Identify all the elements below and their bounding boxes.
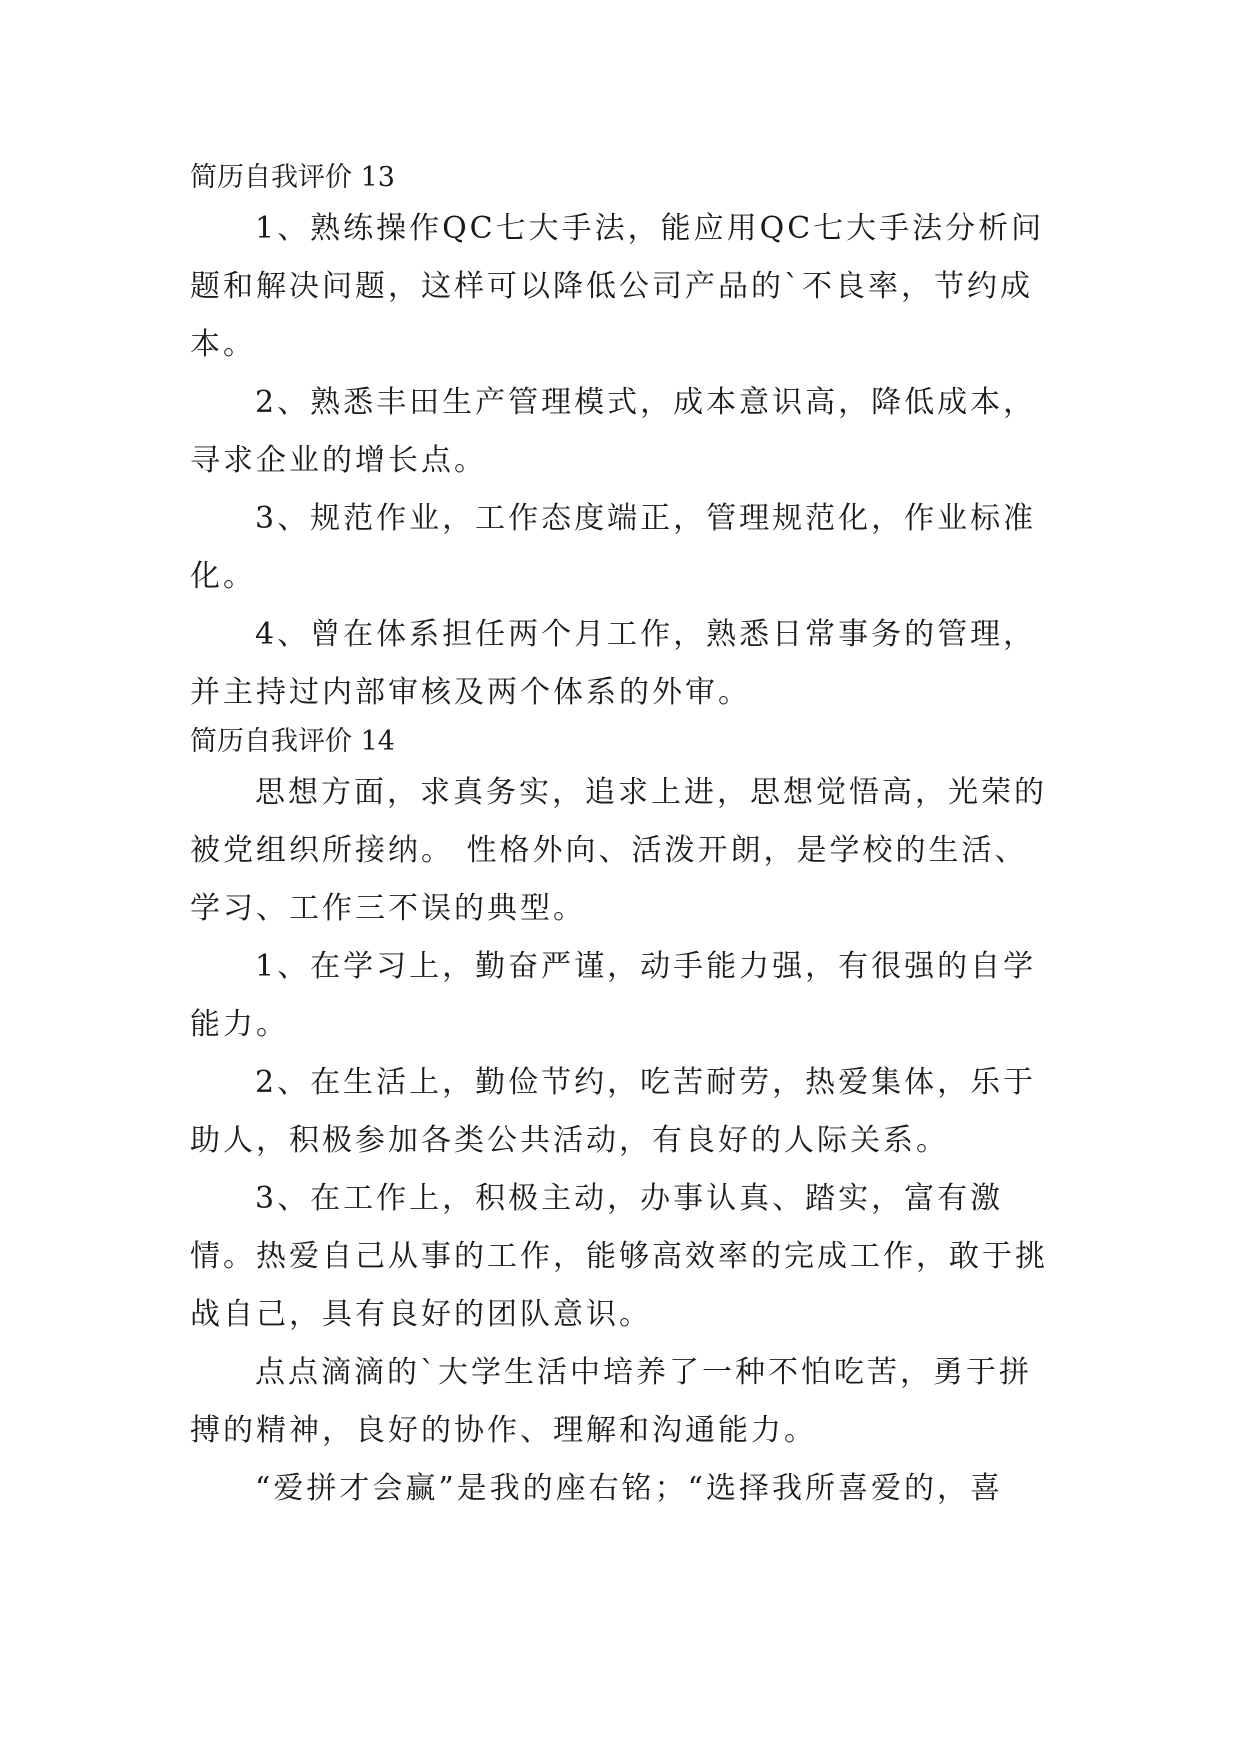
paragraph: 3、规范作业，工作态度端正，管理规范化，作业标准化。 — [190, 501, 1037, 594]
paragraph: 4、曾在体系担任两个月工作，熟悉日常事务的管理，并主持过内部审核及两个体系的外审。 — [190, 617, 1037, 710]
paragraph: 2、在生活上，勤俭节约，吃苦耐劳，热爱集体，乐于助人，积极参加各类公共活动，有良好的人际关系。 — [190, 1065, 1037, 1158]
paragraph: 3、在工作上，积极主动，办事认真、踏实，富有激情。热爱自己从事的工作，能够高效率的完成工作，敢于挑战自己，具有良好的团队意识。 — [190, 1181, 1048, 1332]
paragraph: 2、熟悉丰田生产管理模式，成本意识高，降低成本，寻求企业的增长点。 — [190, 385, 1037, 478]
document-page — [190, 158, 1058, 1518]
section-heading: 简历自我评价 14 — [190, 726, 395, 757]
section-heading: 简历自我评价 13 — [190, 162, 395, 193]
paragraph: 1、熟练操作QC七大手法，能应用QC七大手法分析问题和解决问题，这样可以降低公司产品的`不良率，节约成本。 — [190, 211, 1045, 362]
paragraph: “爱拼才会赢”是我的座右铭；“选择我所喜爱的，喜 — [255, 1471, 1004, 1506]
paragraph: 点点滴滴的`大学生活中培养了一种不怕吃苦，勇于拼搏的精神，良好的协作、理解和沟通能力。 — [190, 1355, 1032, 1448]
paragraph: 思想方面，求真务实，追求上进，思想觉悟高，光荣的被党组织所接纳。 性格外向、活泼开朗，是学校的生活、学习、工作三不误的典型。 — [190, 775, 1047, 926]
paragraph: 1、在学习上，勤奋严谨，动手能力强，有很强的自学能力。 — [190, 949, 1037, 1042]
